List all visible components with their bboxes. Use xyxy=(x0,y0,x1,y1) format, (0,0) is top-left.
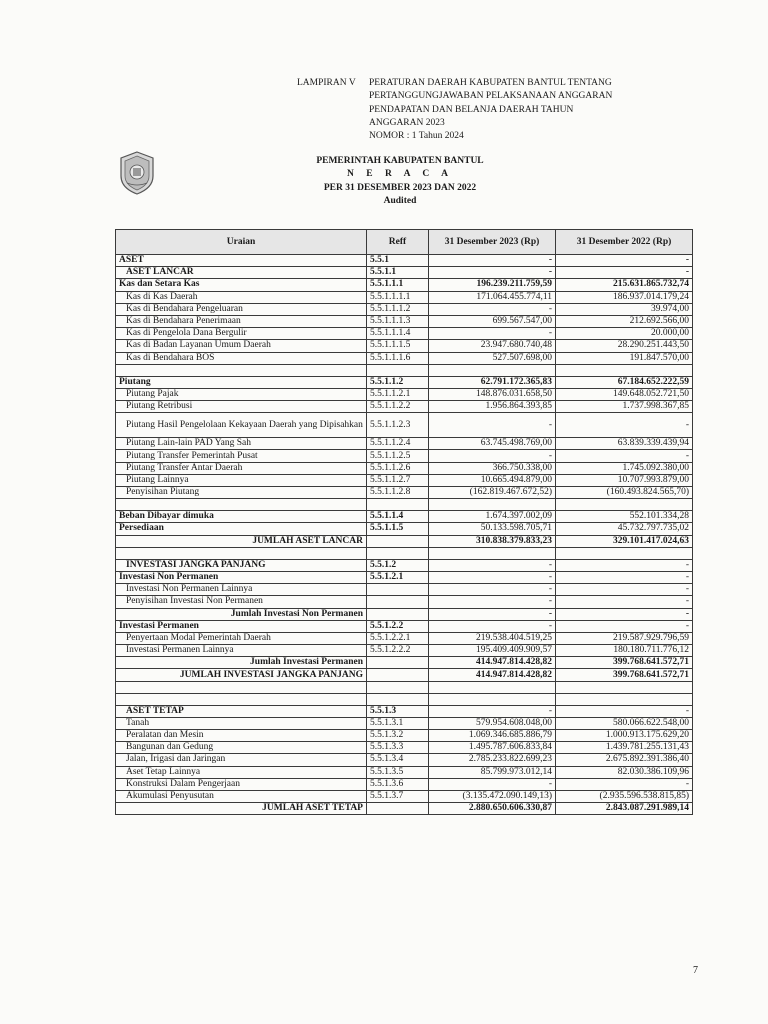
value-2023-cell: 219.538.404.519,25 xyxy=(429,632,556,644)
uraian-cell: Piutang Transfer Pemerintah Pusat xyxy=(116,450,367,462)
value-2022-cell: - xyxy=(556,559,693,571)
table-row xyxy=(116,535,693,547)
reff-cell xyxy=(367,669,429,681)
table-row xyxy=(116,401,693,413)
uraian-cell: Jalan, Irigasi dan Jaringan xyxy=(116,754,367,766)
value-2023-cell: 414.947.814.428,82 xyxy=(429,657,556,669)
uraian-cell: Piutang Lainnya xyxy=(116,474,367,486)
reff-cell: 5.5.1.3.5 xyxy=(367,766,429,778)
uraian-cell: Penyisihan Piutang xyxy=(116,487,367,499)
table-row xyxy=(116,438,693,450)
reff-cell: 5.5.1.1.2.6 xyxy=(367,462,429,474)
lampiran-line: PERTANGGUNGJAWABAN PELAKSANAAN ANGGARAN xyxy=(369,91,613,102)
table-row xyxy=(116,681,693,693)
value-2022-cell: 1.745.092.380,00 xyxy=(556,462,693,474)
reff-cell: 5.5.1.3.4 xyxy=(367,754,429,766)
value-2023-cell: - xyxy=(429,255,556,267)
uraian-cell: Kas di Pengelola Dana Bergulir xyxy=(116,328,367,340)
value-2022-cell: - xyxy=(556,584,693,596)
table-row xyxy=(116,315,693,327)
page-number: 7 xyxy=(693,965,698,976)
table-row xyxy=(116,279,693,291)
value-2022-cell xyxy=(556,499,693,511)
uraian-cell: JUMLAH ASET LANCAR xyxy=(116,535,367,547)
reff-cell xyxy=(367,608,429,620)
value-2023-cell: 171.064.455.774,11 xyxy=(429,291,556,303)
value-2022-cell xyxy=(556,681,693,693)
value-2022-cell: 2.843.087.291.989,14 xyxy=(556,803,693,815)
table-row xyxy=(116,790,693,802)
title-line4: Audited xyxy=(383,195,417,206)
reff-cell: 5.5.1.1.2.3 xyxy=(367,413,429,438)
uraian-cell: Investasi Non Permanen Lainnya xyxy=(116,584,367,596)
value-2022-cell xyxy=(556,547,693,559)
value-2023-cell: - xyxy=(429,328,556,340)
table-row xyxy=(116,596,693,608)
value-2022-cell: - xyxy=(556,255,693,267)
reff-cell: 5.5.1.3.3 xyxy=(367,742,429,754)
reff-cell: 5.5.1.1.1 xyxy=(367,279,429,291)
table-row xyxy=(116,803,693,815)
reff-cell: 5.5.1.1.2 xyxy=(367,376,429,388)
reff-cell: 5.5.1.1.1.3 xyxy=(367,315,429,327)
uraian-cell: Piutang Pajak xyxy=(116,388,367,400)
value-2022-cell: 1.737.998.367,85 xyxy=(556,401,693,413)
uraian-cell: Peralatan dan Mesin xyxy=(116,730,367,742)
reff-cell: 5.5.1.3.1 xyxy=(367,717,429,729)
reff-cell xyxy=(367,547,429,559)
value-2022-cell: 212.692.566,00 xyxy=(556,315,693,327)
value-2023-cell: 699.567.547,00 xyxy=(429,315,556,327)
uraian-cell: Kas di Bendahara BOS xyxy=(116,352,367,364)
value-2022-cell: 219.587.929.796,59 xyxy=(556,632,693,644)
value-2023-cell: (162.819.467.672,52) xyxy=(429,487,556,499)
reff-cell: 5.5.1.2.1 xyxy=(367,571,429,583)
reff-cell xyxy=(367,693,429,705)
value-2022-cell: 82.030.386.109,96 xyxy=(556,766,693,778)
value-2023-cell: 196.239.211.759,59 xyxy=(429,279,556,291)
lampiran-line: ANGGARAN 2023 xyxy=(369,117,445,128)
value-2022-cell: 39.974,00 xyxy=(556,303,693,315)
uraian-cell: Beban Dibayar dimuka xyxy=(116,511,367,523)
reff-cell: 5.5.1.1.2.1 xyxy=(367,388,429,400)
reff-cell xyxy=(367,803,429,815)
value-2023-cell: 23.947.680.740,48 xyxy=(429,340,556,352)
value-2022-cell: 399.768.641.572,71 xyxy=(556,657,693,669)
uraian-cell: Piutang Lain-lain PAD Yang Sah xyxy=(116,438,367,450)
table-row xyxy=(116,413,693,438)
value-2022-cell: 580.066.622.548,00 xyxy=(556,717,693,729)
value-2022-cell: 149.648.052.721,50 xyxy=(556,388,693,400)
uraian-cell xyxy=(116,681,367,693)
reff-cell: 5.5.1.1.5 xyxy=(367,523,429,535)
balance-sheet-table xyxy=(115,229,693,815)
table-row xyxy=(116,487,693,499)
value-2023-cell: - xyxy=(429,584,556,596)
lampiran-label: LAMPIRAN V xyxy=(297,78,356,88)
uraian-cell: Kas dan Setara Kas xyxy=(116,279,367,291)
table-row xyxy=(116,328,693,340)
table-row xyxy=(116,364,693,376)
reff-cell xyxy=(367,535,429,547)
reff-cell: 5.5.1.1.1.5 xyxy=(367,340,429,352)
uraian-cell: Piutang Transfer Antar Daerah xyxy=(116,462,367,474)
reff-cell: 5.5.1.1.2.5 xyxy=(367,450,429,462)
table-row xyxy=(116,645,693,657)
reff-cell: 5.5.1.1.2.4 xyxy=(367,438,429,450)
value-2022-cell: - xyxy=(556,571,693,583)
table-row xyxy=(116,571,693,583)
value-2023-cell: - xyxy=(429,303,556,315)
reff-cell: 5.5.1.1.4 xyxy=(367,511,429,523)
reff-cell: 5.5.1.1.1.1 xyxy=(367,291,429,303)
value-2023-cell: 62.791.172.365,83 xyxy=(429,376,556,388)
value-2022-cell: 28.290.251.443,50 xyxy=(556,340,693,352)
value-2022-cell: - xyxy=(556,778,693,790)
reff-cell: 5.5.1.1 xyxy=(367,267,429,279)
value-2022-cell: (160.493.824.565,70) xyxy=(556,487,693,499)
nomor-text: NOMOR : 1 Tahun 2024 xyxy=(369,131,464,142)
reff-cell xyxy=(367,364,429,376)
value-2023-cell: - xyxy=(429,705,556,717)
value-2022-cell xyxy=(556,693,693,705)
value-2023-cell: - xyxy=(429,450,556,462)
table-row xyxy=(116,778,693,790)
reff-cell: 5.5.1.2 xyxy=(367,559,429,571)
value-2022-cell: 45.732.797.735,02 xyxy=(556,523,693,535)
value-2023-cell: 2.880.650.606.330,87 xyxy=(429,803,556,815)
uraian-cell xyxy=(116,693,367,705)
value-2023-cell xyxy=(429,681,556,693)
table-row xyxy=(116,388,693,400)
value-2023-cell: (3.135.472.090.149,13) xyxy=(429,790,556,802)
uraian-cell: Tanah xyxy=(116,717,367,729)
uraian-cell: Kas di Kas Daerah xyxy=(116,291,367,303)
lampiran-header xyxy=(297,77,659,143)
reff-cell: 5.5.1.1.2.8 xyxy=(367,487,429,499)
value-2023-cell: 148.876.031.658,50 xyxy=(429,388,556,400)
value-2022-cell: - xyxy=(556,608,693,620)
table-row xyxy=(116,693,693,705)
table-row xyxy=(116,303,693,315)
reff-cell: 5.5.1.1.2.2 xyxy=(367,401,429,413)
uraian-cell xyxy=(116,547,367,559)
reff-cell xyxy=(367,681,429,693)
reff-cell: 5.5.1.3.2 xyxy=(367,730,429,742)
uraian-cell: Akumulasi Penyusutan xyxy=(116,790,367,802)
value-2023-cell: - xyxy=(429,559,556,571)
value-2023-cell: 366.750.338,00 xyxy=(429,462,556,474)
lampiran-line: PERATURAN DAERAH KABUPATEN BANTUL TENTANG xyxy=(369,78,612,88)
value-2023-cell: 414.947.814.428,82 xyxy=(429,669,556,681)
reff-cell: 5.5.1.2.2.2 xyxy=(367,645,429,657)
table-row xyxy=(116,511,693,523)
reff-cell xyxy=(367,499,429,511)
value-2023-cell: 2.785.233.822.699,23 xyxy=(429,754,556,766)
reff-cell: 5.5.1.3 xyxy=(367,705,429,717)
value-2022-cell: 63.839.339.439,94 xyxy=(556,438,693,450)
table-row xyxy=(116,376,693,388)
uraian-cell: Investasi Permanen xyxy=(116,620,367,632)
reff-cell: 5.5.1.2.2 xyxy=(367,620,429,632)
value-2023-cell: 63.745.498.769,00 xyxy=(429,438,556,450)
value-2023-cell: - xyxy=(429,608,556,620)
table-row xyxy=(116,754,693,766)
value-2023-cell xyxy=(429,547,556,559)
uraian-cell: INVESTASI JANGKA PANJANG xyxy=(116,559,367,571)
table-row xyxy=(116,523,693,535)
value-2023-cell: - xyxy=(429,413,556,438)
value-2023-cell: - xyxy=(429,571,556,583)
uraian-cell: Kas di Bendahara Pengeluaran xyxy=(116,303,367,315)
value-2023-cell: - xyxy=(429,620,556,632)
value-2022-cell: 1.439.781.255.131,43 xyxy=(556,742,693,754)
uraian-cell: Bangunan dan Gedung xyxy=(116,742,367,754)
table-row xyxy=(116,584,693,596)
value-2022-cell: 329.101.417.024,63 xyxy=(556,535,693,547)
title-line2: N E R A C A xyxy=(347,169,453,180)
table-row xyxy=(116,657,693,669)
value-2023-cell xyxy=(429,364,556,376)
value-2023-cell xyxy=(429,693,556,705)
value-2022-cell: 10.707.993.879,00 xyxy=(556,474,693,486)
reff-cell: 5.5.1.3.7 xyxy=(367,790,429,802)
table-row xyxy=(116,255,693,267)
table-row xyxy=(116,450,693,462)
table-row xyxy=(116,632,693,644)
table-row xyxy=(116,462,693,474)
value-2022-cell: - xyxy=(556,596,693,608)
uraian-cell: Investasi Permanen Lainnya xyxy=(116,645,367,657)
table-row xyxy=(116,547,693,559)
value-2023-cell: 1.069.346.685.886,79 xyxy=(429,730,556,742)
table-row xyxy=(116,340,693,352)
table-row xyxy=(116,742,693,754)
title-line1: PEMERINTAH KABUPATEN BANTUL xyxy=(316,156,484,166)
value-2023-cell: - xyxy=(429,778,556,790)
table-row xyxy=(116,474,693,486)
value-2023-cell: - xyxy=(429,596,556,608)
value-2023-cell: - xyxy=(429,267,556,279)
value-2023-cell: 1.495.787.606.833,84 xyxy=(429,742,556,754)
value-2023-cell: 527.507.698,00 xyxy=(429,352,556,364)
reff-cell: 5.5.1.1.1.4 xyxy=(367,328,429,340)
table-row xyxy=(116,766,693,778)
value-2023-cell: 310.838.379.833,23 xyxy=(429,535,556,547)
uraian-cell: Jumlah Investasi Permanen xyxy=(116,657,367,669)
value-2022-cell: 552.101.334,28 xyxy=(556,511,693,523)
reff-cell: 5.5.1 xyxy=(367,255,429,267)
reff-cell xyxy=(367,596,429,608)
value-2022-cell: (2.935.596.538.815,85) xyxy=(556,790,693,802)
uraian-cell: Penyisihan Investasi Non Permanen xyxy=(116,596,367,608)
table-row xyxy=(116,705,693,717)
value-2022-cell: 191.847.570,00 xyxy=(556,352,693,364)
reff-cell: 5.5.1.1.1.2 xyxy=(367,303,429,315)
table-row xyxy=(116,620,693,632)
uraian-cell: ASET TETAP xyxy=(116,705,367,717)
uraian-cell: Aset Tetap Lainnya xyxy=(116,766,367,778)
document-title xyxy=(270,155,530,208)
table-row xyxy=(116,559,693,571)
header-uraian: Uraian xyxy=(116,230,367,255)
header-reff: Reff xyxy=(367,230,429,255)
reff-cell: 5.5.1.1.1.6 xyxy=(367,352,429,364)
value-2022-cell: - xyxy=(556,267,693,279)
value-2023-cell: 195.409.409.909,57 xyxy=(429,645,556,657)
table-row xyxy=(116,730,693,742)
value-2023-cell: 1.674.397.002,09 xyxy=(429,511,556,523)
reff-cell: 5.5.1.1.2.7 xyxy=(367,474,429,486)
value-2022-cell: 186.937.014.179,24 xyxy=(556,291,693,303)
value-2022-cell: 399.768.641.572,71 xyxy=(556,669,693,681)
value-2022-cell: 180.180.711.776,12 xyxy=(556,645,693,657)
uraian-cell: Piutang xyxy=(116,376,367,388)
reff-cell xyxy=(367,584,429,596)
value-2023-cell: 10.665.494.879,00 xyxy=(429,474,556,486)
table-row xyxy=(116,352,693,364)
uraian-cell xyxy=(116,499,367,511)
reff-cell: 5.5.1.2.2.1 xyxy=(367,632,429,644)
header-2022: 31 Desember 2022 (Rp) xyxy=(556,230,693,255)
uraian-cell: Piutang Hasil Pengelolaan Kekayaan Daerah yang Dipisahkan xyxy=(116,413,367,438)
value-2022-cell: - xyxy=(556,413,693,438)
title-line3: PER 31 DESEMBER 2023 DAN 2022 xyxy=(323,182,477,193)
value-2023-cell xyxy=(429,499,556,511)
uraian-cell: Penyertaan Modal Pemerintah Daerah xyxy=(116,632,367,644)
value-2022-cell: - xyxy=(556,450,693,462)
uraian-cell: Jumlah Investasi Non Permanen xyxy=(116,608,367,620)
lampiran-line: PENDAPATAN DAN BELANJA DAERAH TAHUN xyxy=(369,104,574,115)
uraian-cell: Kas di Bendahara Penerimaan xyxy=(116,315,367,327)
uraian-cell: JUMLAH INVESTASI JANGKA PANJANG xyxy=(116,669,367,681)
value-2023-cell: 1.956.864.393,85 xyxy=(429,401,556,413)
table-row xyxy=(116,267,693,279)
uraian-cell: JUMLAH ASET TETAP xyxy=(116,803,367,815)
uraian-cell: Piutang Retribusi xyxy=(116,401,367,413)
reff-cell xyxy=(367,657,429,669)
table-row xyxy=(116,717,693,729)
table-row xyxy=(116,669,693,681)
table-row xyxy=(116,608,693,620)
uraian-cell: Konstruksi Dalam Pengerjaan xyxy=(116,778,367,790)
uraian-cell: Investasi Non Permanen xyxy=(116,571,367,583)
uraian-cell: ASET xyxy=(116,255,367,267)
table-row xyxy=(116,291,693,303)
value-2023-cell: 85.799.973.012,14 xyxy=(429,766,556,778)
table-row xyxy=(116,499,693,511)
value-2022-cell: - xyxy=(556,705,693,717)
bantul-emblem-icon xyxy=(118,150,156,196)
value-2022-cell: - xyxy=(556,620,693,632)
value-2023-cell: 579.954.608.048,00 xyxy=(429,717,556,729)
header-2023: 31 Desember 2023 (Rp) xyxy=(429,230,556,255)
value-2022-cell: 67.184.652.222,59 xyxy=(556,376,693,388)
reff-cell: 5.5.1.3.6 xyxy=(367,778,429,790)
value-2022-cell: 215.631.865.732,74 xyxy=(556,279,693,291)
value-2023-cell: 50.133.598.705,71 xyxy=(429,523,556,535)
value-2022-cell: 1.000.913.175.629,20 xyxy=(556,730,693,742)
uraian-cell: ASET LANCAR xyxy=(116,267,367,279)
value-2022-cell: 2.675.892.391.386,40 xyxy=(556,754,693,766)
value-2022-cell: 20.000,00 xyxy=(556,328,693,340)
uraian-cell: Persediaan xyxy=(116,523,367,535)
value-2022-cell xyxy=(556,364,693,376)
uraian-cell xyxy=(116,364,367,376)
uraian-cell: Kas di Badan Layanan Umum Daerah xyxy=(116,340,367,352)
